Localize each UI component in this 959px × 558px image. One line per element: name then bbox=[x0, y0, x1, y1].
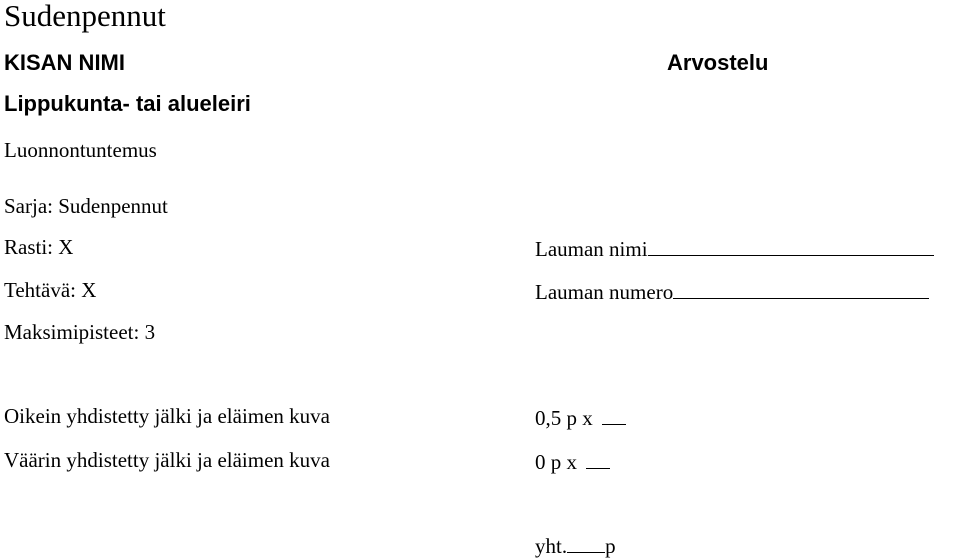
task: Tehtävä: X bbox=[4, 278, 97, 302]
total-prefix: yht. bbox=[535, 534, 568, 558]
team-number-fill-line bbox=[673, 280, 929, 299]
total-suffix: p bbox=[605, 534, 616, 558]
points-wrong-fill-line bbox=[586, 450, 610, 469]
team-number-label: Lauman numero bbox=[535, 280, 674, 304]
team-name-row bbox=[535, 237, 934, 260]
scoring-points-correct bbox=[535, 406, 626, 429]
scoring-label-wrong: Väärin yhdistetty jälki ja eläimen kuva bbox=[4, 448, 330, 472]
team-name-label: Lauman nimi bbox=[535, 237, 648, 261]
points-wrong-text: 0 p x bbox=[535, 450, 577, 474]
checkpoint: Rasti: X bbox=[4, 235, 74, 259]
total-fill-line bbox=[567, 534, 605, 553]
page-title: Sudenpennut bbox=[4, 0, 166, 33]
scoring-points-wrong bbox=[535, 450, 610, 473]
points-correct-fill-line bbox=[602, 406, 626, 425]
series: Sarja: Sudenpennut bbox=[4, 194, 168, 218]
total-row bbox=[535, 534, 616, 557]
event-name: KISAN NIMI bbox=[4, 50, 125, 75]
grading-heading: Arvostelu bbox=[667, 50, 769, 75]
team-number-row bbox=[535, 280, 929, 303]
theme: Luonnontuntemus bbox=[4, 138, 157, 162]
camp-name: Lippukunta- tai alueleiri bbox=[4, 91, 251, 116]
points-correct-text: 0,5 p x bbox=[535, 406, 593, 430]
scoring-label-correct: Oikein yhdistetty jälki ja eläimen kuva bbox=[4, 404, 331, 428]
max-points: Maksimipisteet: 3 bbox=[4, 320, 156, 344]
team-name-fill-line bbox=[648, 237, 934, 256]
